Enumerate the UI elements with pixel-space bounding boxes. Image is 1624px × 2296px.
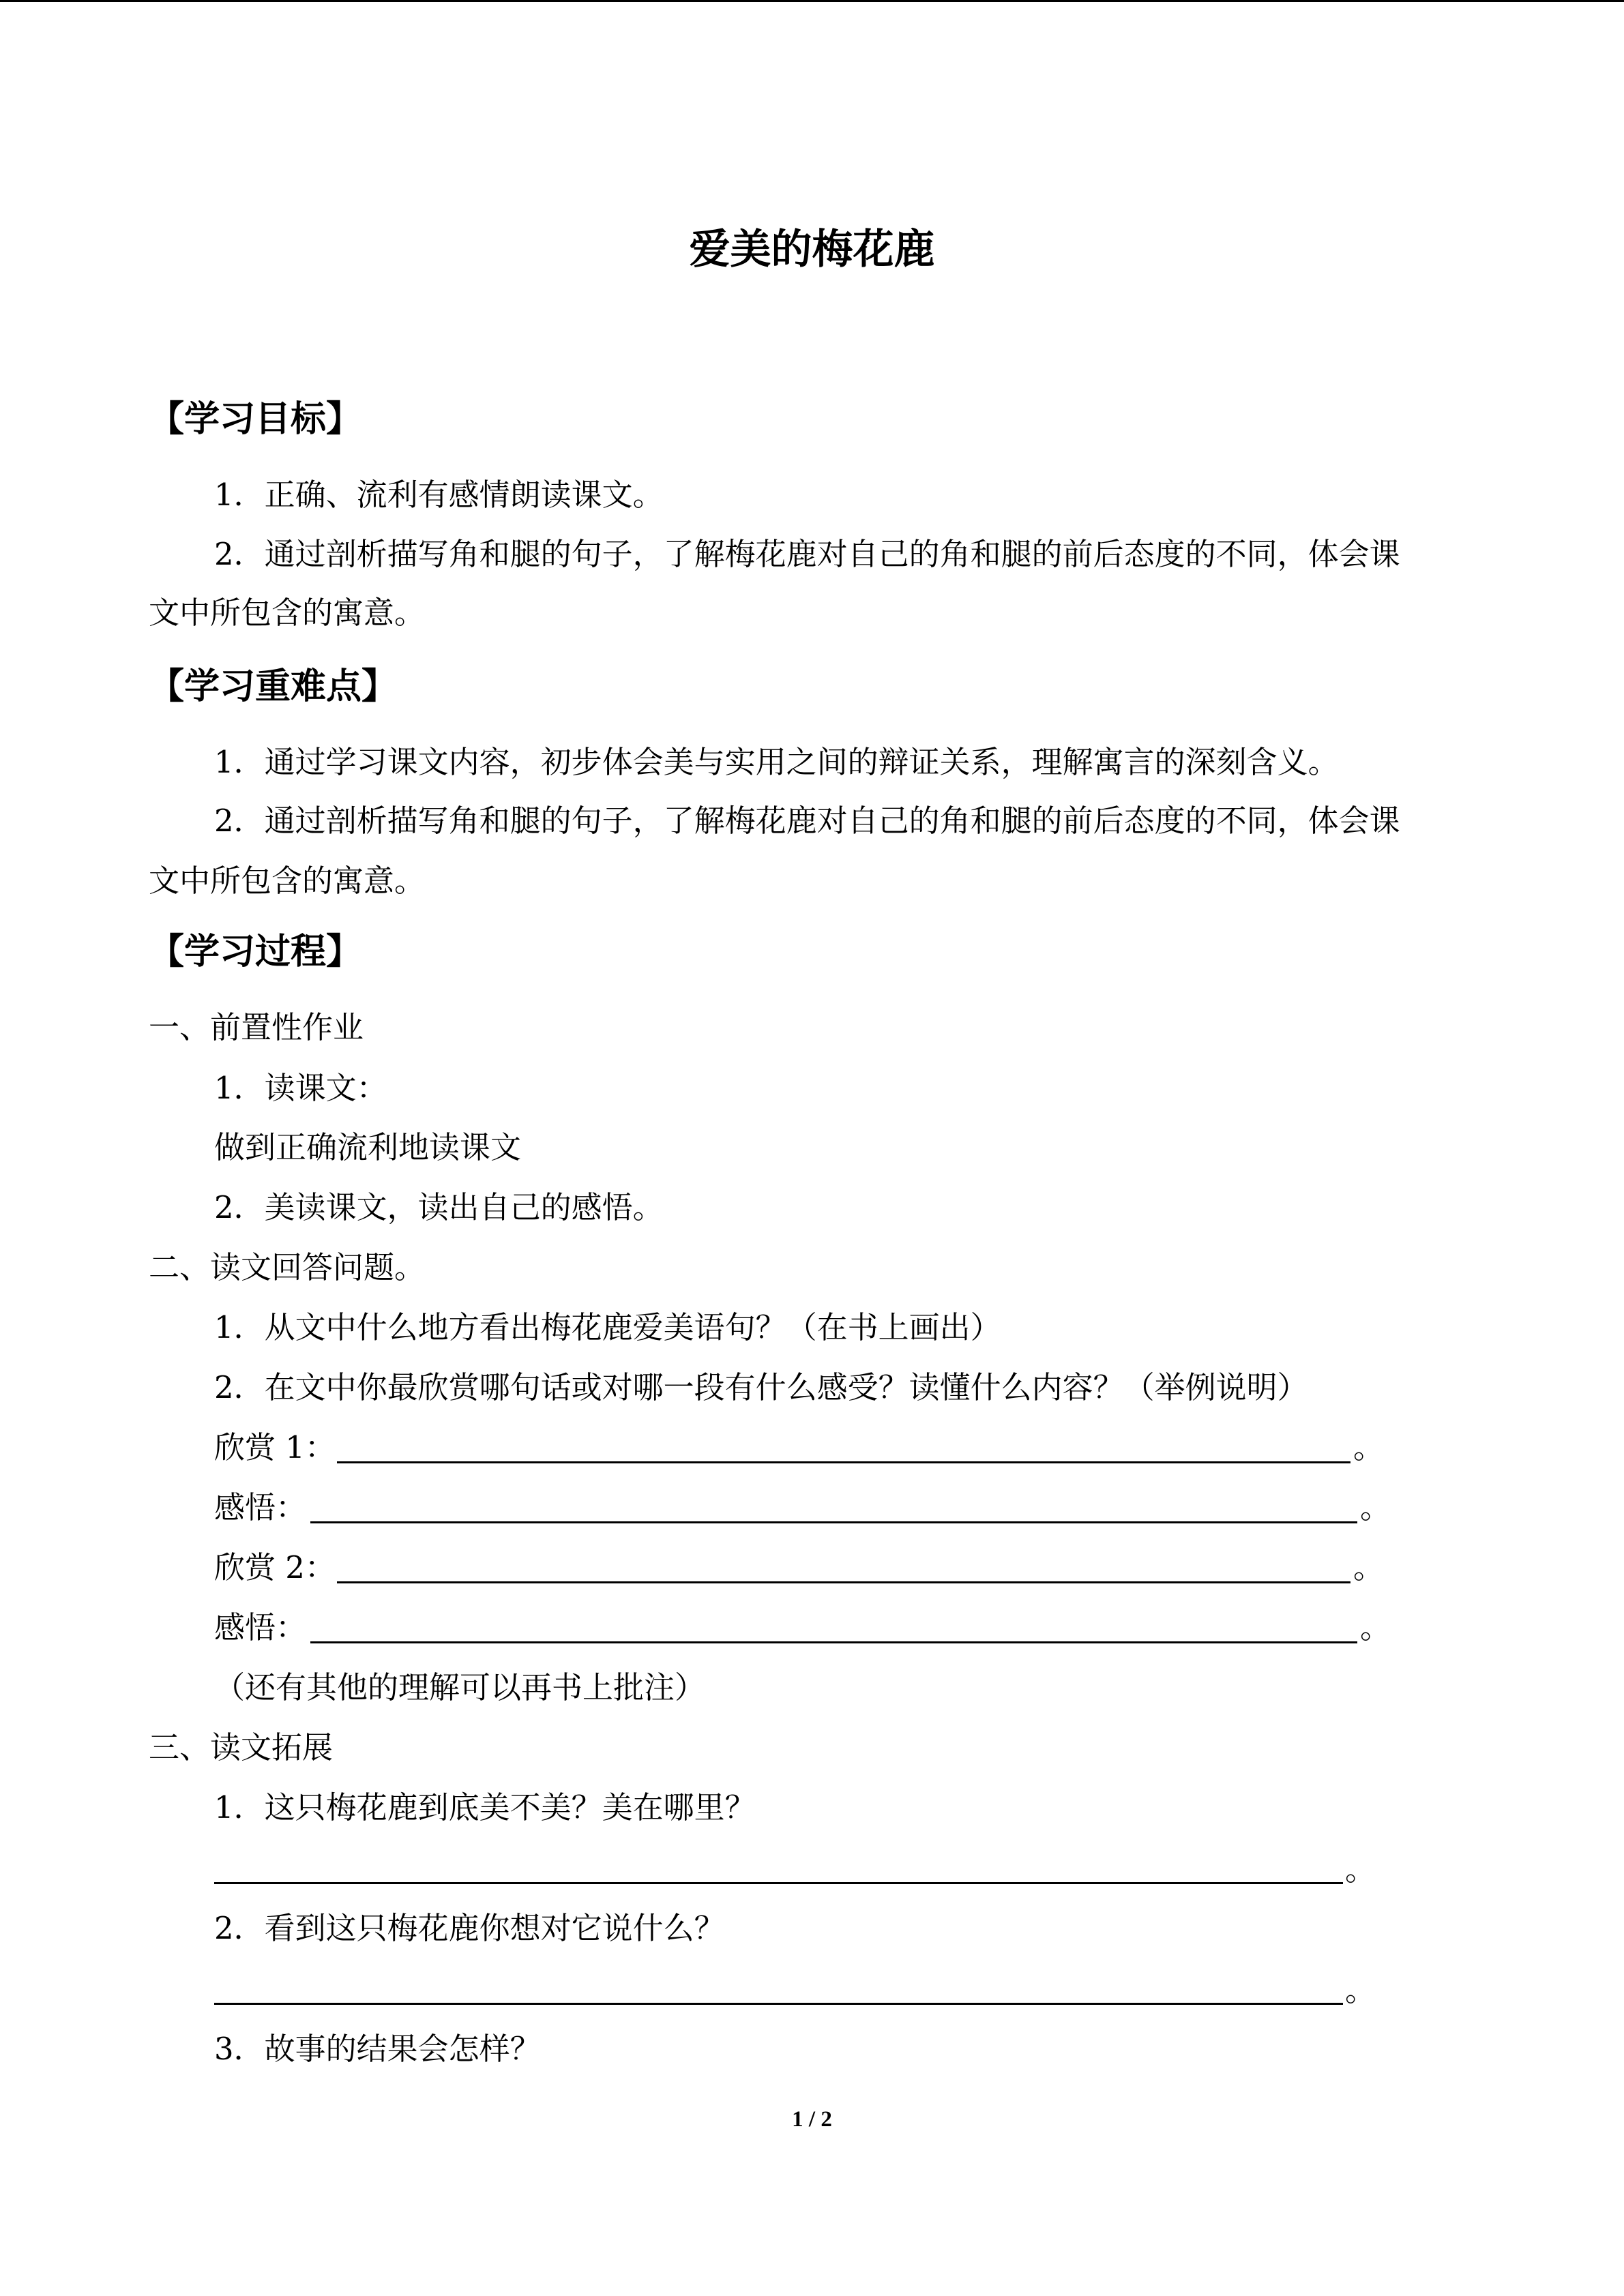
page-top-border (0, 0, 1624, 2)
part3-item-1-answer-line[interactable] (214, 1882, 1343, 1884)
appreciate-2-label: 欣赏 2： (214, 1549, 336, 1585)
key-points-item-2-line-1: 2．通过剖析描写角和腿的句子，了解梅花鹿对自己的角和腿的前后态度的不同，体会课 (214, 803, 1400, 839)
period-mark: 。 (1345, 1851, 1376, 1888)
page-title: 爱美的梅花鹿 (689, 226, 935, 273)
appreciate-1-label: 欣赏 1： (214, 1429, 336, 1465)
part3-item-2-answer-line[interactable] (214, 2003, 1343, 2005)
part1-item-1-note: 做到正确流利地读课文 (214, 1129, 522, 1165)
feeling-2-label: 感悟： (214, 1609, 307, 1645)
period-mark: 。 (1353, 1549, 1385, 1585)
goals-item-2-line-1: 2．通过剖析描写角和腿的句子，了解梅花鹿对自己的角和腿的前后态度的不同，体会课 (214, 536, 1400, 572)
part1-item-2: 2．美读课文，读出自己的感悟。 (214, 1189, 664, 1225)
section-heading-key-points: 【学习重难点】 (149, 666, 398, 707)
key-points-item-1: 1．通过学习课文内容，初步体会美与实用之间的辩证关系，理解寓言的深刻含义。 (214, 744, 1339, 780)
page-number: 1 / 2 (792, 2107, 832, 2132)
part2-note: （还有其他的理解可以再书上批注） (214, 1669, 706, 1705)
feeling-1-label: 感悟： (214, 1489, 307, 1525)
part2-title: 二、读文回答问题。 (149, 1249, 426, 1285)
feeling-1-answer-line[interactable] (310, 1521, 1357, 1523)
part2-item-1: 1．从文中什么地方看出梅花鹿爱美语句？（在书上画出） (214, 1309, 1001, 1345)
goals-item-2-line-2: 文中所包含的寓意。 (149, 595, 426, 631)
part3-item-1: 1．这只梅花鹿到底美不美？美在哪里？ (214, 1789, 756, 1825)
part1-item-1: 1．读课文： (214, 1070, 387, 1106)
appreciate-1-answer-line[interactable] (337, 1461, 1350, 1463)
section-heading-process: 【学习过程】 (149, 931, 362, 972)
period-mark: 。 (1345, 1972, 1376, 2008)
period-mark: 。 (1360, 1609, 1391, 1645)
period-mark: 。 (1360, 1489, 1391, 1525)
section-heading-goals: 【学习目标】 (149, 398, 362, 440)
part2-item-2: 2．在文中你最欣赏哪句话或对哪一段有什么感受？读懂什么内容？（举例说明） (214, 1369, 1308, 1405)
feeling-2-answer-line[interactable] (310, 1641, 1357, 1643)
part3-item-2: 2．看到这只梅花鹿你想对它说什么？ (214, 1910, 725, 1946)
period-mark: 。 (1353, 1429, 1385, 1465)
part1-title: 一、前置性作业 (149, 1009, 364, 1045)
part3-item-3: 3．故事的结果会怎样？ (214, 2031, 541, 2067)
key-points-item-2-line-2: 文中所包含的寓意。 (149, 863, 426, 899)
appreciate-2-answer-line[interactable] (337, 1581, 1350, 1583)
goals-item-1: 1．正确、流利有感情朗读课文。 (214, 477, 664, 513)
part3-title: 三、读文拓展 (149, 1729, 334, 1765)
